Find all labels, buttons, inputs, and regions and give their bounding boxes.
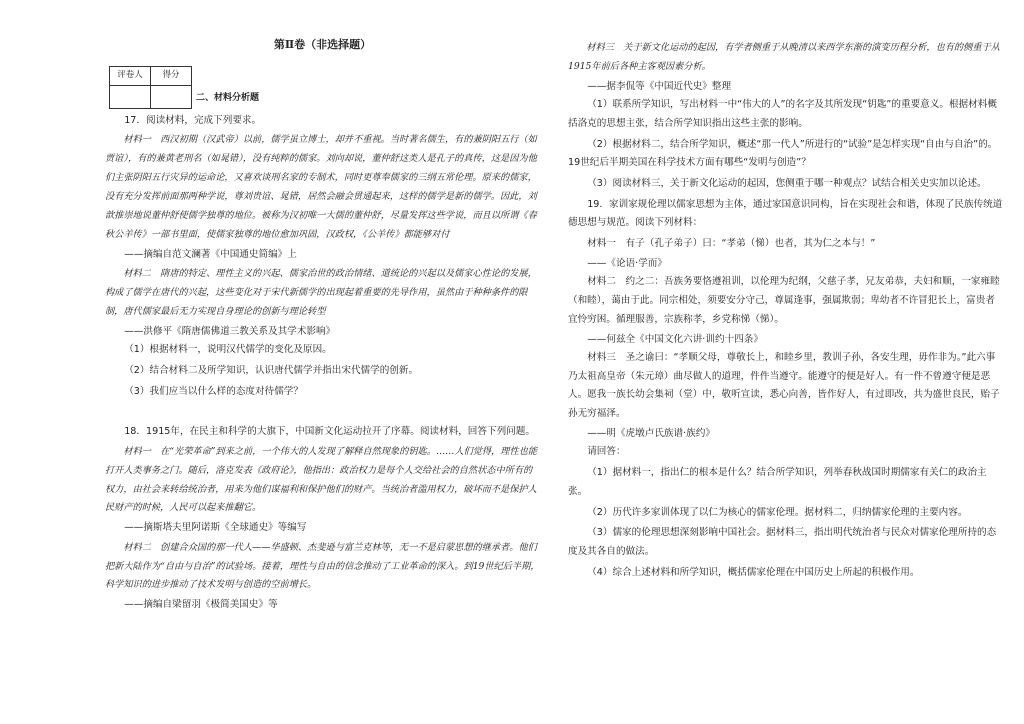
- q19-source-2: ——何兹全《中国文化六讲·训约十四条》: [587, 333, 763, 345]
- score-box: [109, 66, 192, 109]
- q19-source-3: ——明《虎墩卢氏族谱·族约》: [587, 427, 715, 439]
- q18-sub-2: （2）根据材料二，结合所学知识，概述“那一代人”所进行的“试验”是怎样实现“自由与自治”的。19世纪后半期美国在科学技术方面有哪些“发明与创造”？: [568, 138, 998, 169]
- q19-sub-4: （4）综合上述材料和所学知识，概括儒家伦理在中国历史上所起的积极作用。: [587, 566, 920, 578]
- q19-sub-2: （2）历代许多家训体现了以仁为核心的儒家伦理。据材料二，归纳儒家伦理的主要内容。: [587, 506, 968, 518]
- q18-source-3: ——据李侃等《中国近代史》整理: [587, 80, 732, 92]
- q18-source-2: ——摘编自梁留羽《极简美国史》等: [124, 599, 278, 611]
- q17-sub-1: （1）根据材料一，说明汉代儒学的变化及原因。: [124, 344, 332, 356]
- score-area: [105, 66, 540, 109]
- q17-source-2: ——洪修平《隋唐儒佛道三教关系及其学术影响》: [124, 325, 336, 337]
- score-label: 得分: [151, 66, 192, 85]
- exam-part-title: 第Ⅱ卷（非选择题）: [273, 38, 372, 51]
- q19-source-1: ——《论语·学而》: [587, 257, 667, 269]
- q18-sub-1: （1）联系所学知识，写出材料一中“伟大的人”的名字及其所发现“钥匙”的重要意义。根据材料概括洛克的思想主张，结合所学知识指出这些主张的影响。: [568, 99, 997, 129]
- q19-material-2: 材料二 约之二：吾族务要恪遵祖训，以伦理为纪纲，父慈子孝，兄友弟恭，夫妇和顺，一家雍睦（和睦），蔼由于此。同宗相处，须要安分守己，尊属逢事，强属欺弱；卑幼者不许冒犯长上，富贵者宜怜穷困。循理服善，宗族称孝，乡党称悌（悌）。: [568, 276, 1000, 325]
- q17-sub-2: （2）结合材料二及所学知识，认识唐代儒学并指出宋代儒学的创新。: [124, 364, 419, 376]
- q19-stem: 19．家训家规伦理以儒家思想为主体，通过家国意识同构，旨在实现社会和谐，体现了民族传统道德思想与规范。阅读下列材料：: [568, 198, 1003, 229]
- left-column: [105, 36, 540, 613]
- q19-material-1: 材料一 有子（孔子弟子）曰：“孝弟（悌）也者，其为仁之本与！”: [587, 238, 876, 250]
- q19-material-3: 材料三 圣之谕曰：“孝顺父母，尊敬长上，和睦乡里，教训子孙，各安生理，毋作非为。”此六事乃太祖高皇帝（朱元璋）曲尽做人的道理，件件当遵守。能遵守的便是好人。有一件不曾遵守便是恶人。愿我一族长幼会集祠（堂）中，敬听宣读，悉心向善，皆作好人，有过即改，共为盛世良民，贻子孙无穷福泽。: [568, 352, 1000, 420]
- q17-sub-3: （3）我们应当以什么样的态度对待儒学？: [124, 385, 303, 397]
- score-cell: [151, 85, 192, 108]
- q17-stem: 17．阅读材料，完成下列要求。: [124, 114, 262, 126]
- q17-material-1: 材料一 西汉初期（汉武帝）以前，儒学虽立博士，却并不重视。当时著名儒生，有的兼阴阳五行（如贾谊），有的兼黄老刑名（如晁错），没有纯粹的儒家。刘向却说，董仲舒这类人是孔子的真传，这是因为他们主张阴阳五行灾异的运命论，又喜欢谈刑名家的专制术，同时更尊奉儒家的三纲五常伦理。原来的儒家，没有充分发挥前面那两种学说，尊刘贵谊、晁错，居然会融会贯通起来，这样的儒学是新的儒学。因此，刘歆推崇地说董仲舒使儒学独尊的地位。被称为汉初唯一大儒的董仲舒，尽量发挥这些学说，而且以所谓《春秋公羊传》一部书里面，使儒家独尊的地位愈加巩固，汉政权，《公羊传》都能够对付: [105, 134, 537, 240]
- q18-sub-3: （3）阅读材料三，关于新文化运动的起因，您侧重于哪一种观点？试结合相关史实加以论述。: [587, 178, 987, 190]
- q17-material-2: 材料二 隋唐的特定、理性主义的兴起、儒家治世的政治情绪、道统论的兴起以及儒家心性论的发展，构成了儒学在唐代的兴起，这些变化对于宋代新儒学的出现起着重要的先导作用，虽然由于种种条件的限制，唐代儒家最后无力实现自身理论的创新与理论转型: [105, 268, 537, 317]
- reviewer-label: 评卷人: [110, 66, 151, 85]
- q18-material-2: 材料二 创建合众国的那一代人——华盛顿、杰斐逊与富兰克林等，无一不是启蒙思想的继承者。他们把新大陆作为“自由与自治”的试验场。接着，理性与自由的信念推动了工业革命的深入。到19世纪后半期，科学知识的进步推动了技术发明与创造的空前增长。: [105, 541, 540, 591]
- q18-stem: 18．1915年，在民主和科学的大旗下，中国新文化运动拉开了序幕。阅读材料，回答下列问题。: [124, 426, 535, 438]
- q18-source-1: ——摘斯塔夫里阿诺斯《全球通史》等编写: [124, 522, 307, 534]
- right-column: [568, 36, 1003, 582]
- q18-material-1: 材料一 在“光荣革命”到来之前，一个伟大的人发现了解释自然现象的钥匙。……人们觉得，理性也能打开人类事务之门。随后，洛克发表《政府论》，他指出：政治权力是每个人交给社会的自然状态中所有的权力，由社会来转给统治者，用来为他们谋福利和保护他们的财产。当统治者滥用权力，破坏而不是保护人民财产的时候，人民可以起来推翻它。: [105, 445, 538, 514]
- q17-source-1: ——摘编自范文澜著《中国通史简编》上: [124, 248, 297, 260]
- reviewer-cell: [110, 85, 151, 108]
- q19-ask: 请回答：: [587, 446, 626, 458]
- section-heading: 二、材料分析题: [196, 93, 260, 104]
- q19-sub-3: （3）儒家的伦理思想深刻影响中国社会。据材料三，指出明代统治者与民众对儒家伦理所持的态度及其各自的做法。: [568, 527, 997, 557]
- q19-sub-1: （1）据材料一，指出仁的根本是什么？结合所学知识，列举春秋战国时期儒家有关仁的政治主张。: [568, 467, 987, 497]
- q18-material-3: 材料三 关于新文化运动的起因，有学者侧重于从晚清以来西学东渐的演变历程分析，也有的侧重于从1915年前后各种主客观因素分析。: [568, 42, 1000, 72]
- spacer: [105, 401, 540, 421]
